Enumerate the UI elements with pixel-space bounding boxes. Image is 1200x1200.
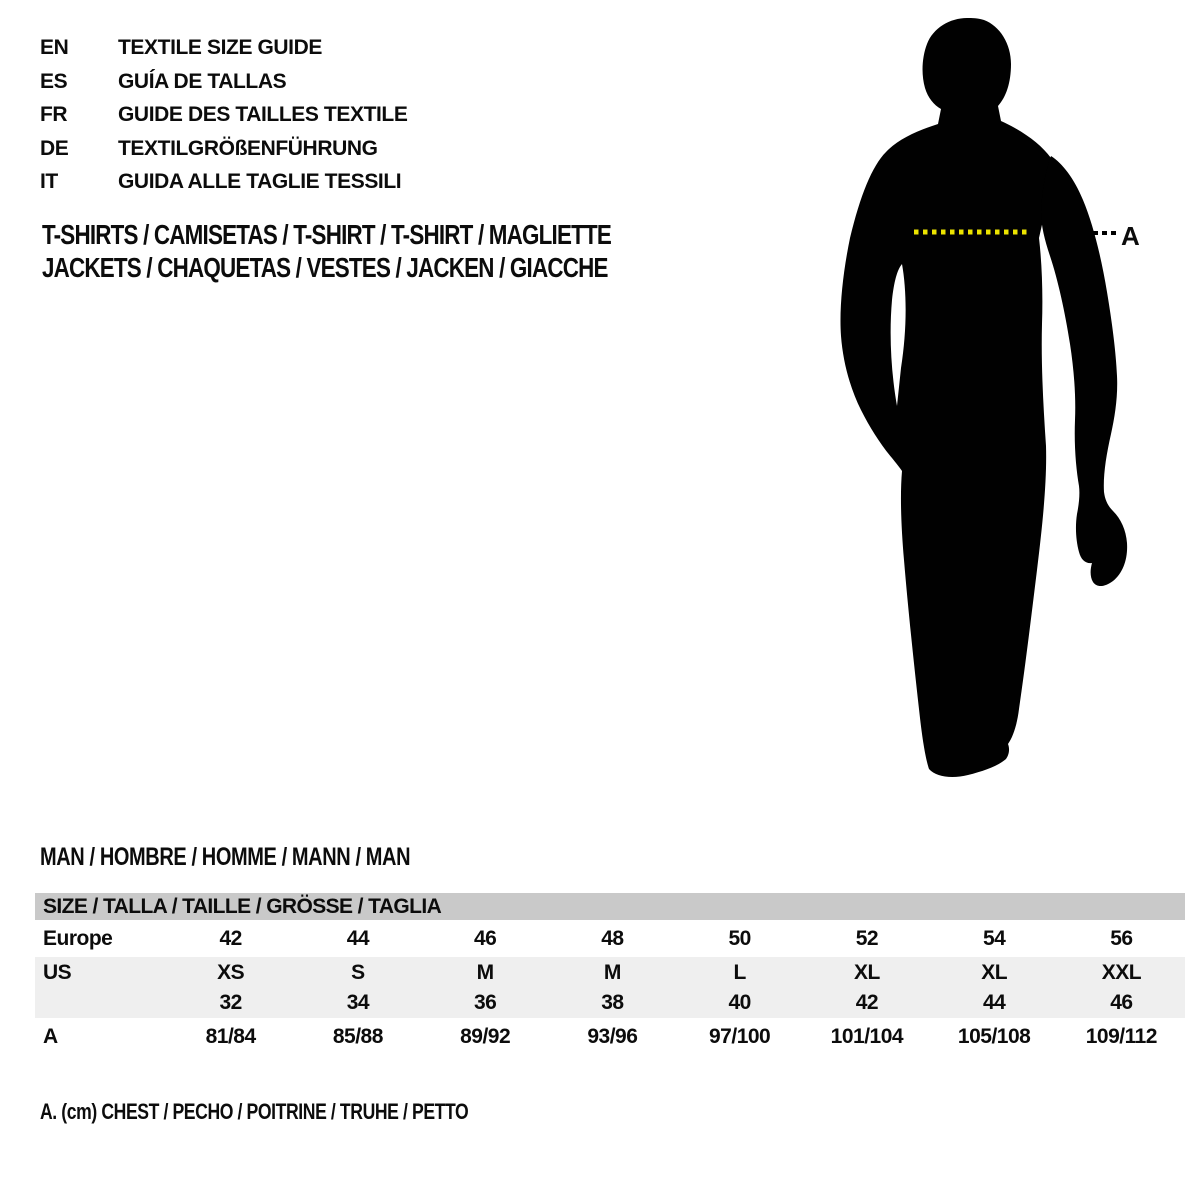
size-cell: 85/88 — [332, 1025, 383, 1048]
category-line-tshirts: T-SHIRTS / CAMISETAS / T-SHIRT / T-SHIRT / MAGLIETTE — [42, 219, 612, 250]
size-cell: 105/108 — [957, 1025, 1031, 1048]
table-row-chest — [35, 1018, 1185, 1056]
size-table-header: SIZE / TALLA / TAILLE / GRÖSSE / TAGLIA — [35, 893, 1185, 920]
language-code: EN — [40, 36, 69, 59]
man-silhouette-svg — [800, 0, 1200, 800]
man-body-path — [840, 18, 1051, 777]
size-cell: XXL — [1101, 960, 1142, 984]
size-cell: XL — [853, 960, 880, 984]
table-row-us — [35, 957, 1185, 988]
size-cell: XS — [217, 960, 245, 984]
size-cell: L — [733, 960, 746, 984]
category-block — [42, 219, 611, 284]
language-row — [40, 98, 407, 132]
row-label: US — [43, 960, 72, 984]
row-label: A — [43, 1025, 58, 1048]
size-cell: 52 — [855, 926, 879, 950]
language-title: TEXTILGRÖßENFÜHRUNG — [118, 136, 378, 160]
language-title: GUIDA ALLE TAGLIE TESSILI — [118, 170, 402, 193]
size-cell: 44 — [346, 926, 370, 950]
size-cell: 48 — [601, 926, 624, 950]
row-label: Europe — [43, 926, 113, 950]
man-right-arm-path — [1041, 156, 1127, 586]
size-cell: 32 — [219, 991, 242, 1014]
language-title: GUIDE DES TAILLES TEXTILE — [118, 103, 408, 126]
language-title-block — [40, 31, 407, 199]
size-cell: 89/92 — [460, 1025, 511, 1048]
size-cell: 56 — [1110, 926, 1133, 950]
size-cell: 44 — [982, 991, 1006, 1014]
size-cell: 50 — [728, 926, 751, 950]
size-cell: XL — [981, 960, 1008, 984]
language-title: TEXTILE SIZE GUIDE — [118, 36, 322, 59]
language-code: FR — [40, 103, 68, 126]
size-cell: 46 — [1110, 991, 1133, 1014]
size-cell: S — [351, 960, 365, 984]
man-silhouette-figure — [800, 0, 1200, 800]
size-cell: 101/104 — [830, 1025, 904, 1048]
measurement-footnote: A. (cm) CHEST / PECHO / POITRINE / TRUHE / PETTO — [40, 1099, 469, 1124]
size-cell: M — [476, 960, 494, 984]
size-cell: 38 — [601, 991, 624, 1014]
size-cell: 93/96 — [587, 1025, 638, 1048]
size-cell: M — [603, 960, 621, 984]
language-row — [40, 65, 407, 99]
language-row — [40, 31, 407, 65]
language-title: GUÍA DE TALLAS — [118, 69, 287, 93]
size-cell: 46 — [473, 926, 497, 950]
size-cell: 36 — [473, 991, 497, 1014]
table-row-europe — [35, 920, 1185, 957]
language-row — [40, 165, 407, 199]
size-cell: 42 — [855, 991, 879, 1014]
size-cell: 40 — [728, 991, 751, 1014]
language-code: ES — [40, 69, 68, 93]
size-cell: 34 — [346, 991, 370, 1014]
size-cell: 54 — [982, 926, 1006, 950]
category-line-jackets: JACKETS / CHAQUETAS / VESTES / JACKEN / GIACCHE — [42, 251, 608, 283]
language-code: DE — [40, 136, 69, 160]
size-table — [35, 893, 1185, 1056]
size-cell: 81/84 — [205, 1025, 256, 1048]
size-cell: 97/100 — [709, 1025, 771, 1048]
language-row — [40, 132, 407, 166]
measure-label-a: A — [1121, 221, 1140, 251]
table-row-numeric — [35, 988, 1185, 1018]
section-title-man: MAN / HOMBRE / HOMME / MANN / MAN — [40, 843, 411, 871]
language-code: IT — [40, 170, 58, 193]
size-cell: 109/112 — [1085, 1025, 1157, 1048]
size-cell: 42 — [219, 926, 242, 950]
